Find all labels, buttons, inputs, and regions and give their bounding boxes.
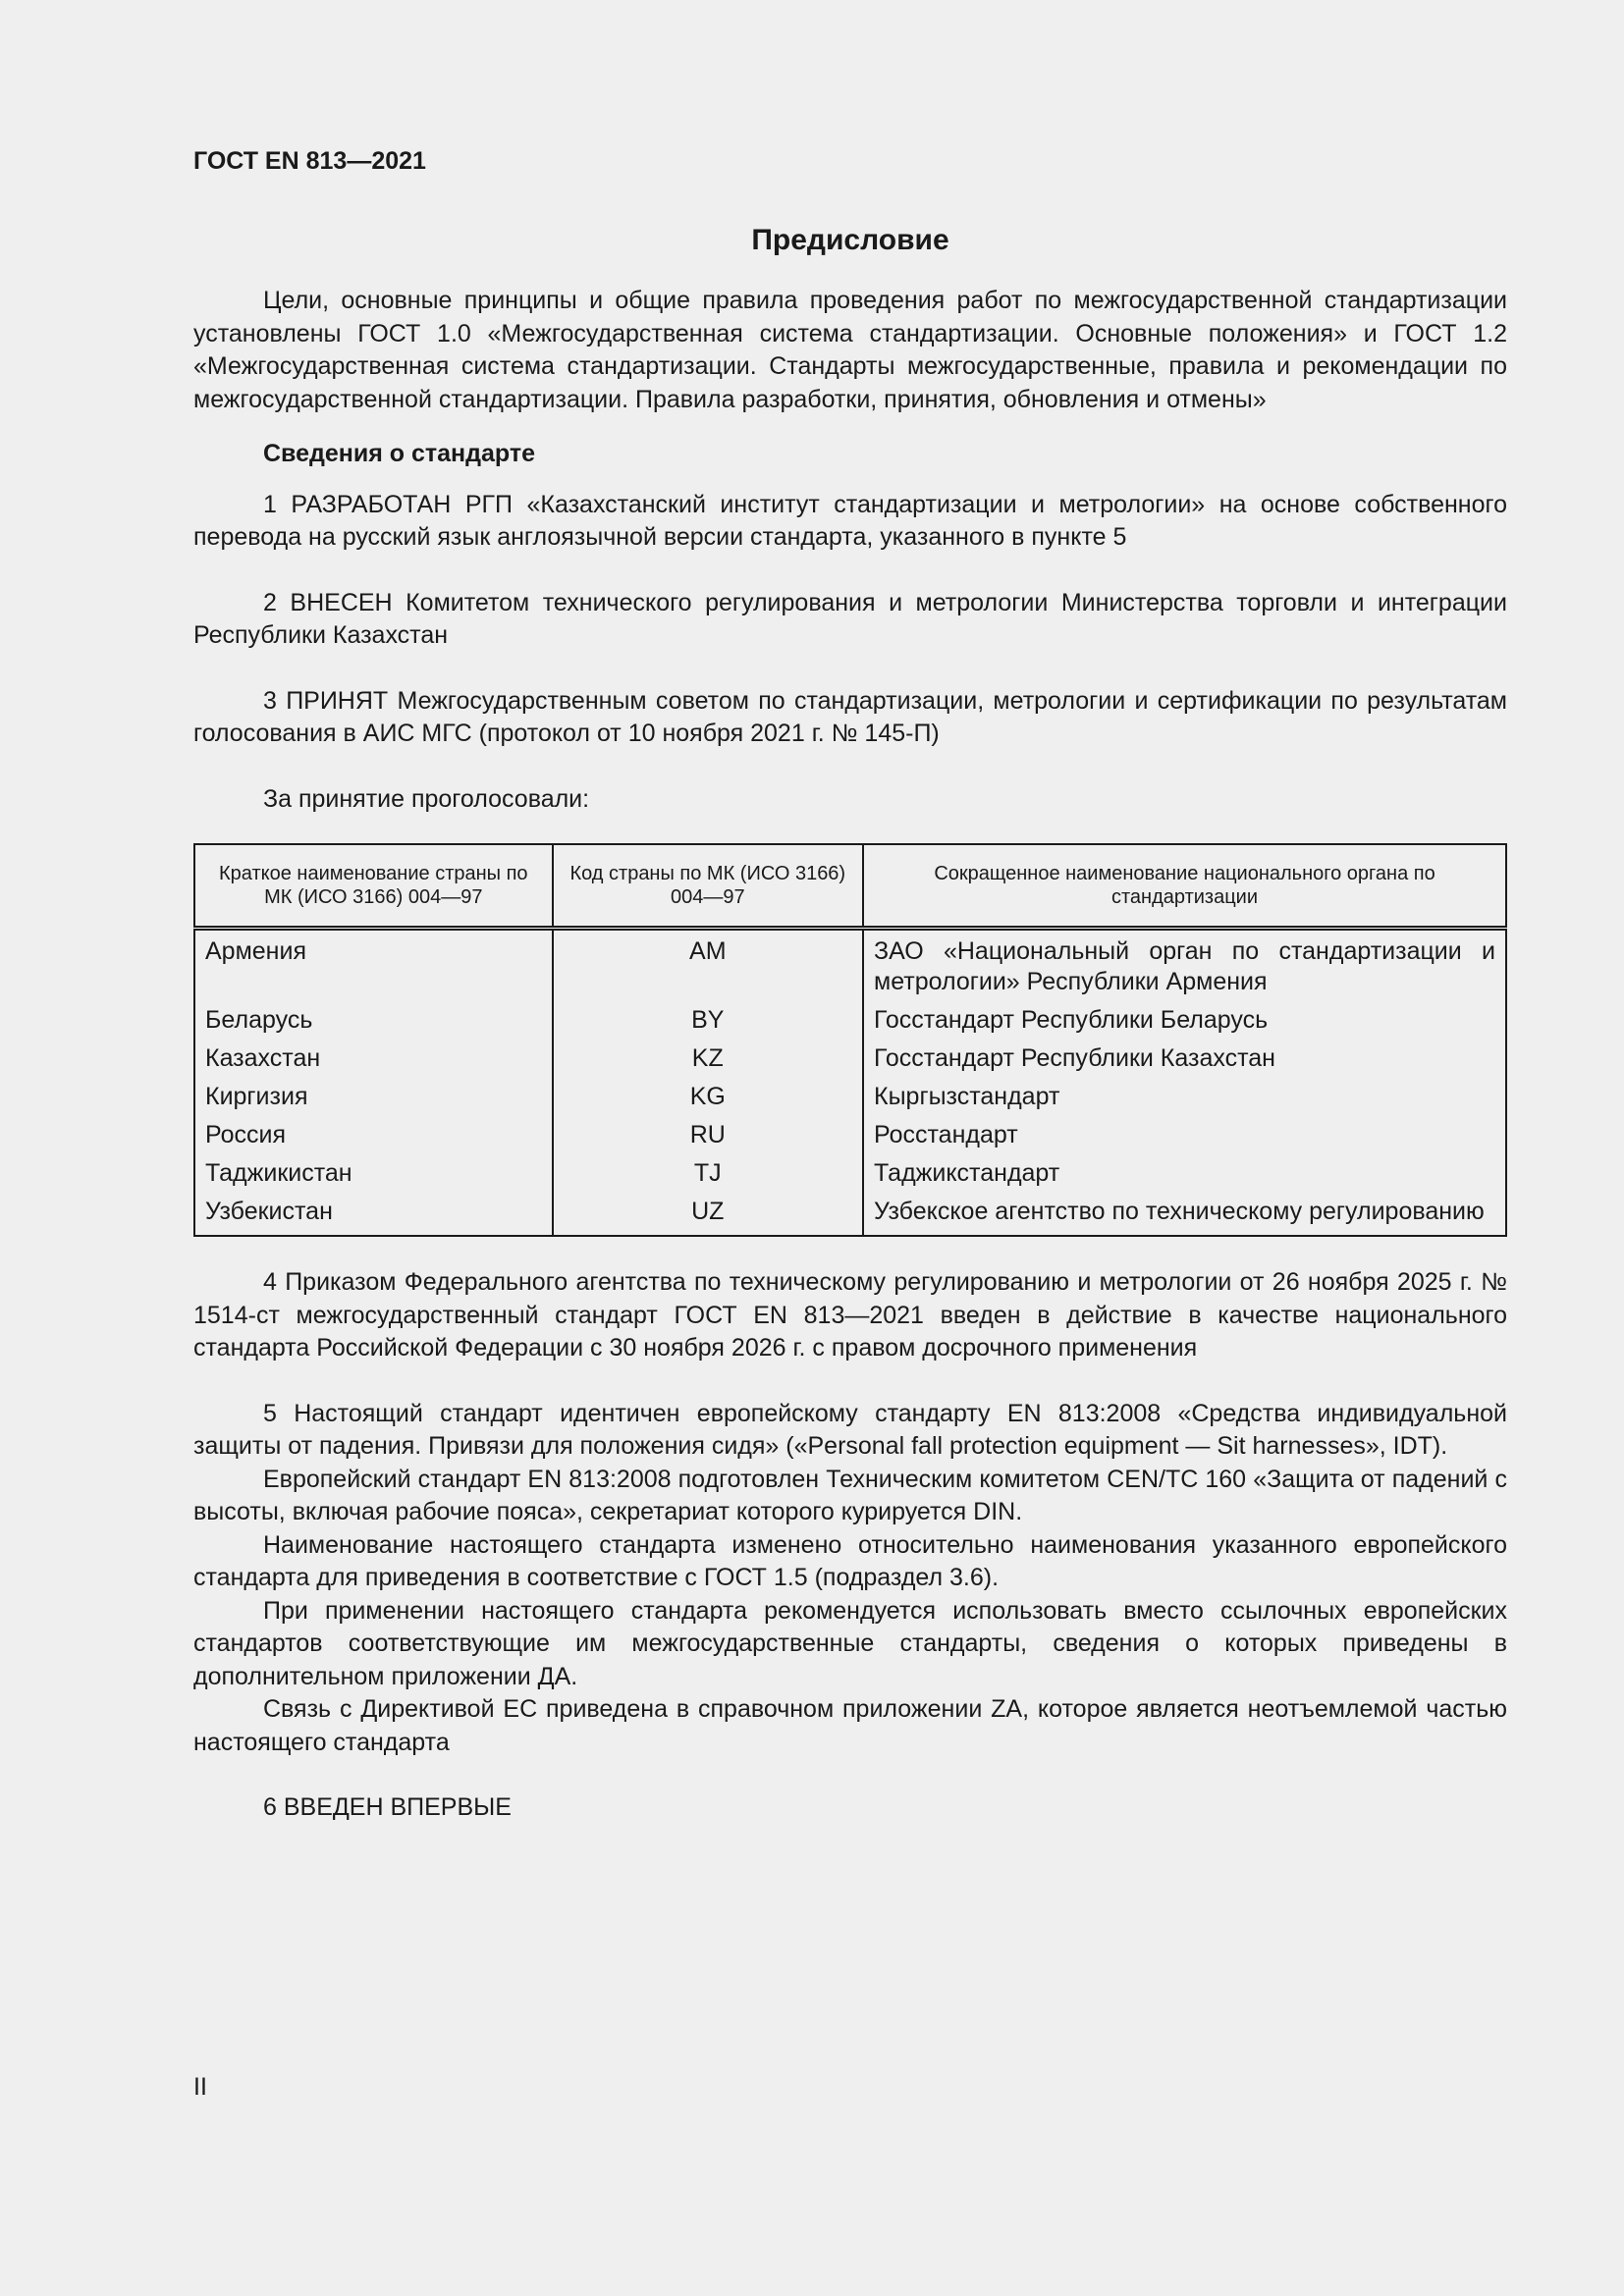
foreword-body (193, 285, 1507, 1825)
subheading: Сведения о стандарте (263, 440, 536, 467)
country-name: Беларусь (194, 1001, 553, 1040)
item-5-references: При применении настоящего стандарта рекомендуется использовать вместо ссылочных европейских стандартов соответствующие им межгосударственные стандарты, сведения о которых приведены в дополнительном приложении ДА. (193, 1596, 1507, 1690)
country-code: BY (553, 1001, 863, 1040)
national-body: Госстандарт Республики Казахстан (863, 1040, 1506, 1078)
item-5-directive: Связь с Директивой ЕС приведена в справочном приложении ZA, которое является неотъемлемой частью настоящего стандарта (193, 1695, 1507, 1756)
table-header-row (194, 844, 1506, 929)
column-header: Сокращенное наименование национального органа по стандартизации (863, 844, 1506, 929)
voting-table (193, 843, 1507, 1237)
item-5: 5 Настоящий стандарт идентичен европейскому стандарту EN 813:2008 «Средства индивидуальной защиты от падения. Привязи для положения сидя» («Personal fall protection equipment — Sit harnesses», IDT). (193, 1399, 1507, 1460)
column-header: Код страны по МК (ИСО 3166) 004—97 (553, 844, 863, 929)
national-body: Росстандарт (863, 1116, 1506, 1154)
table-row (194, 929, 1506, 1002)
country-code: AM (553, 929, 863, 1002)
country-code: KZ (553, 1040, 863, 1078)
table-row (194, 1116, 1506, 1154)
item-3: 3 ПРИНЯТ Межгосударственным советом по стандартизации, метрологии и сертификации по результатам голосования в АИС МГС (протокол от 10 ноября 2021 г. № 145-П) (193, 686, 1507, 747)
national-body: Кыргызстандарт (863, 1078, 1506, 1116)
national-body: Госстандарт Республики Беларусь (863, 1001, 1506, 1040)
national-body: Таджикстандарт (863, 1154, 1506, 1193)
country-name: Россия (194, 1116, 553, 1154)
table-row (194, 1154, 1506, 1193)
country-code: RU (553, 1116, 863, 1154)
page-number: II (193, 2073, 207, 2101)
national-body: ЗАО «Национальный орган по стандартизации и метрологии» Республики Армения (863, 929, 1506, 1002)
country-name: Узбекистан (194, 1193, 553, 1236)
table-row (194, 1193, 1506, 1236)
national-body: Узбекское агентство по техническому регулированию (863, 1193, 1506, 1236)
country-name: Киргизия (194, 1078, 553, 1116)
country-name: Казахстан (194, 1040, 553, 1078)
item-2: 2 ВНЕСЕН Комитетом технического регулирования и метрологии Министерства торговли и интеграции Республики Казахстан (193, 588, 1507, 649)
item-6: 6 ВВЕДЕН ВПЕРВЫЕ (263, 1793, 512, 1821)
item-5-name-change: Наименование настоящего стандарта изменено относительно наименования указанного европейского стандарта для приведения в соответствие с ГОСТ 1.5 (подраздел 3.6). (193, 1530, 1507, 1591)
country-name: Таджикистан (194, 1154, 553, 1193)
country-name: Армения (194, 929, 553, 1002)
column-header: Краткое наименование страны по МК (ИСО 3166) 004—97 (194, 844, 553, 929)
country-code: KG (553, 1078, 863, 1116)
table-row (194, 1040, 1506, 1078)
document-id: ГОСТ EN 813—2021 (193, 147, 426, 175)
country-code: UZ (553, 1193, 863, 1236)
item-4: 4 Приказом Федерального агентства по техническому регулированию и метрологии от 26 ноября 2025 г. № 1514-ст межгосударственный стандарт ГОСТ EN 813—2021 введен в действие в качестве национального стандарта Российской Федерации с 30 ноября 2026 г. с правом досрочного применения (193, 1268, 1507, 1362)
country-code: TJ (553, 1154, 863, 1193)
table-row (194, 1078, 1506, 1116)
voted-label: За принятие проголосовали: (263, 784, 590, 813)
intro-paragraph: Цели, основные принципы и общие правила проведения работ по межгосударственной стандартизации установлены ГОСТ 1.0 «Межгосударственная система стандартизации. Основные положения» и ГОСТ 1.2 «Межгосударственная система стандартизации. Стандарты межгосударственные, правила и рекомендации по межгосударственной стандартизации. Правила разработки, принятия, обновления и отмены» (193, 287, 1507, 413)
item-5-european-standard: Европейский стандарт EN 813:2008 подготовлен Техническим комитетом CEN/TC 160 «Защита от падений с высоты, включая рабочие пояса», секретариат которого курируется DIN. (193, 1465, 1507, 1525)
table-row (194, 1001, 1506, 1040)
item-1: 1 РАЗРАБОТАН РГП «Казахстанский институт стандартизации и метрологии» на основе собственного перевода на русский язык англоязычной версии стандарта, указанного в пункте 5 (193, 490, 1507, 551)
page-title: Предисловие (751, 224, 949, 256)
